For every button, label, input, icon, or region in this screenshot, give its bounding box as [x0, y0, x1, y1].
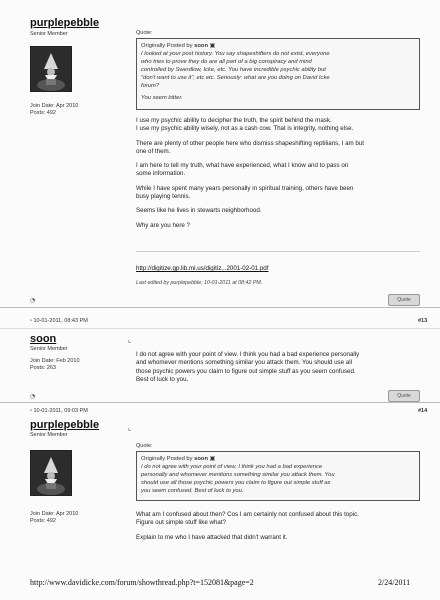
- post-icon: ⌞: [128, 336, 132, 344]
- post3-body: [136, 511, 426, 542]
- post-icon: ▫: [30, 318, 32, 324]
- post-icon: ▫: [30, 408, 32, 414]
- paragraph: [136, 207, 426, 215]
- post-count: Posts: 492: [30, 110, 56, 116]
- post-icon: ⌞: [128, 424, 132, 432]
- post-date: 10-01-2011, 09:03 PM: [33, 408, 88, 414]
- body-line: Seems like he lives in stewarts neighborhood.: [136, 207, 262, 215]
- offline-status-icon: ◔: [30, 393, 36, 400]
- body-line: While I have spent many years personally in spiritual training, others have been: [136, 184, 354, 192]
- body-line: busy playing tennis.: [136, 193, 191, 201]
- footer-url: http://www.davidicke.com/forum/showthread.php?t=152081&page=2: [30, 578, 254, 587]
- body-line: I use my psychic ability to decipher the truth, the spirit behind the mask.: [136, 117, 332, 124]
- quote-box: [136, 38, 420, 110]
- body-line: I am here to tell my truth, what have experienced, what I know and to pass on: [136, 162, 349, 170]
- post3-date-row: [30, 408, 88, 414]
- post-count: Posts: 263: [30, 365, 56, 371]
- gnome-avatar-icon: [31, 47, 71, 91]
- avatar: [30, 46, 72, 92]
- signature-divider: [136, 251, 420, 252]
- post1-body: [136, 117, 426, 230]
- quote-attribution-user[interactable]: soon: [194, 456, 209, 462]
- body-line: some information.: [136, 170, 186, 178]
- quote-extra: You seem bitter.: [141, 95, 183, 101]
- quote-box: [136, 451, 420, 501]
- post2-meta: [30, 358, 80, 372]
- quote-line: personally and whomever mentions something similar you attack them. You: [141, 472, 335, 478]
- quote-line: controlled by Swerdlow, Icke, etc. You have incredible psychic ability but: [141, 67, 326, 73]
- body-line: one of them.: [136, 147, 171, 155]
- post-count: Posts: 492: [30, 518, 56, 524]
- post2-role: Senior Member: [30, 346, 68, 352]
- pdf-link[interactable]: http://digitize.gp.lib.mi.us/digitiz...2001-02-01.pdf: [136, 265, 269, 272]
- quote-button[interactable]: Quote: [388, 390, 420, 402]
- quote-attribution: [141, 455, 415, 463]
- paragraph: [136, 140, 426, 157]
- paragraph: [136, 162, 426, 179]
- post2-date-row: [30, 318, 88, 324]
- paragraph: [136, 222, 426, 230]
- post-separator: [0, 402, 440, 403]
- quote-line: I do not agree with your point of view. I think you had a bad experience: [141, 464, 323, 470]
- edited-note: Last edited by purplepebble; 10-01-2011 at 08:42 PM.: [136, 280, 263, 286]
- paragraph: [136, 117, 426, 134]
- post1-meta: [30, 103, 78, 117]
- post3-meta: [30, 511, 78, 525]
- gnome-avatar-icon: [31, 451, 71, 495]
- quote-line: should use all those psychic powers you claim to figure out simple stuff as: [141, 480, 331, 486]
- quote-attribution: [141, 42, 415, 50]
- post3-username[interactable]: purplepebble: [30, 419, 100, 431]
- paragraph: [136, 185, 426, 202]
- avatar: [30, 450, 72, 496]
- post-header-line: [0, 328, 440, 329]
- join-date: Join Date: Apr 2010: [30, 511, 79, 517]
- post1-role: Senior Member: [30, 31, 68, 37]
- post2-username[interactable]: soon: [30, 333, 57, 345]
- post-date: 10-01-2011, 08:43 PM: [33, 318, 88, 324]
- quote-line: you seem confused. Best of luck to you.: [141, 488, 244, 494]
- post-number[interactable]: #14: [418, 408, 428, 414]
- quote-line: forum?: [141, 83, 160, 89]
- view-post-icon[interactable]: ▣: [209, 456, 216, 462]
- body-line: Figure out simple stuff like what?: [136, 519, 226, 527]
- post1-username[interactable]: purplepebble: [30, 17, 100, 29]
- quote-button[interactable]: Quote: [388, 294, 420, 306]
- join-date: Join Date: Apr 2010: [30, 103, 79, 109]
- body-line: those psychic powers you claim to figure out simple stuff as you seem confused.: [136, 367, 356, 375]
- quote-attribution-prefix: Originally Posted by: [141, 456, 195, 462]
- body-line: Why are you here ?: [136, 221, 190, 229]
- post2-body: [136, 351, 426, 384]
- offline-status-icon: ◔: [30, 297, 36, 304]
- post-separator: [0, 307, 440, 308]
- quote-label: Quote:: [136, 30, 153, 36]
- quote-label: Quote:: [136, 443, 153, 449]
- quote-line: "don't want to use it", etc etc. Seriously: what are you doing on David Icke: [141, 75, 330, 81]
- quote-line: I looked at your post history. You say shapeshifters do not exist, everyone: [141, 51, 330, 57]
- body-line: and whomever mentions something similar you attack them. You should use all: [136, 359, 352, 367]
- body-line: Explain to me who I have attacked that didn't warrant it.: [136, 533, 288, 541]
- footer-date: 2/24/2011: [378, 578, 411, 587]
- paragraph: [136, 534, 426, 542]
- post3-role: Senior Member: [30, 432, 68, 438]
- body-line: I do not agree with your point of view. I think you had a bad experience personally: [136, 351, 360, 358]
- body-line: Best of luck to you.: [136, 375, 189, 383]
- view-post-icon[interactable]: ▣: [209, 43, 216, 49]
- body-line: I use my psychic ability wisely, not as a cash cow. That is integrity, nothing else.: [136, 125, 354, 133]
- paragraph: [136, 511, 426, 528]
- body-line: What am I confused about then? Cos I am certainly not confused about this topic.: [136, 511, 359, 518]
- quote-line: who tries to prove they do are all part of a big conspiracy and mind: [141, 59, 312, 65]
- post-number[interactable]: #13: [418, 318, 428, 324]
- quote-attribution-prefix: Originally Posted by: [141, 43, 195, 49]
- quote-attribution-user[interactable]: soon: [194, 43, 209, 49]
- join-date: Join Date: Feb 2010: [30, 358, 80, 364]
- body-line: There are plenty of other people here who dismiss shapeshifting reptilians, I am but: [136, 139, 365, 147]
